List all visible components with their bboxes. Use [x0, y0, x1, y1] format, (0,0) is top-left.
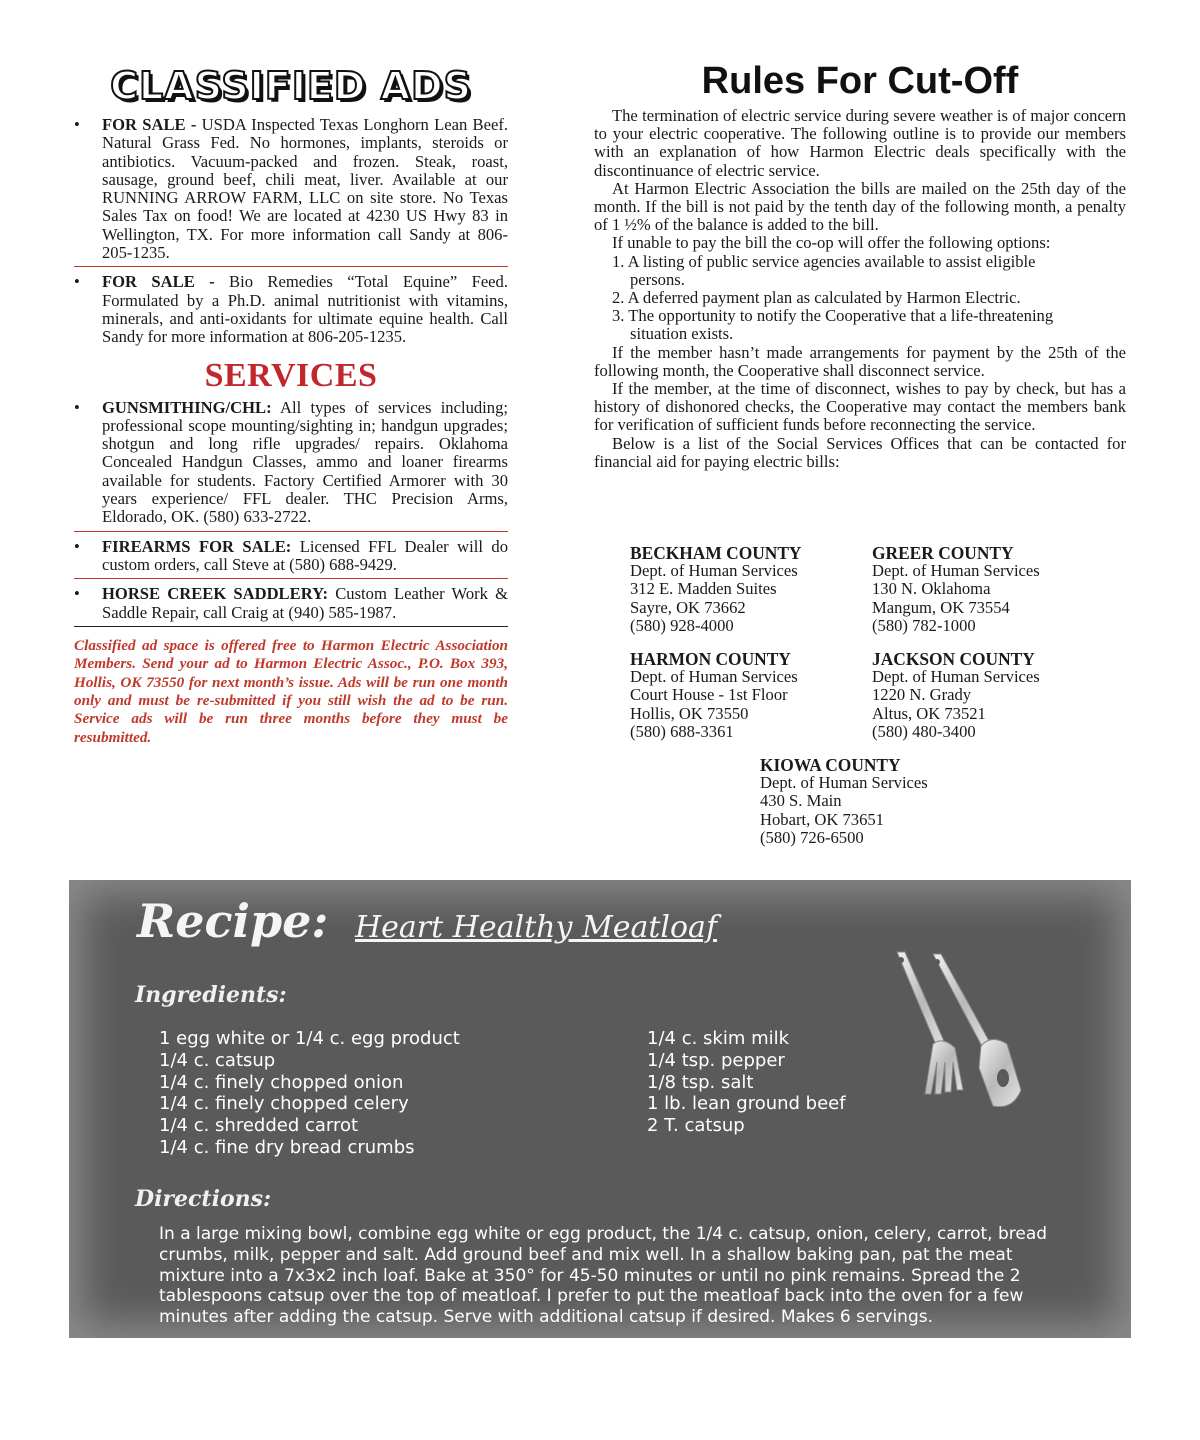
county-beckham: [630, 544, 802, 635]
county-jackson: [872, 650, 1040, 741]
rules-paragraph: If the member hasn’t made arrangements for payment by the 25th of the following month, the Cooperative shall disconnect service.: [594, 342, 1126, 380]
option-item: 3. The opportunity to notify the Cooperative that a life-threatening situation exists.: [612, 306, 1054, 344]
bullet: •: [74, 584, 80, 604]
county-name: JACKSON COUNTY: [872, 649, 1035, 669]
ingredient-item: 2 T. catsup: [647, 1115, 745, 1137]
bullet: •: [74, 397, 80, 417]
county-city: Hollis, OK 73550: [630, 703, 749, 723]
recipe-label: Recipe:: [137, 894, 329, 948]
county-city: Sayre, OK 73662: [630, 597, 746, 617]
county-name: GREER COUNTY: [872, 543, 1014, 563]
classified-notice: Classified ad space is offered free to Harmon Electric Association Members. Send your ad to Harmon Electric Assoc., P.O. Box 393, Hollis, OK 73550 for next month’s issue. Ads will be run one month only and must be re-submitted if you still wish the ad to be run. Service ads will be run three months before they must be resubmitted.: [74, 636, 508, 746]
ingredients-left: [159, 1028, 460, 1159]
rules-column: [594, 60, 1126, 471]
classified-column: [74, 60, 508, 747]
county-greer: [872, 544, 1040, 635]
ad-longhorn-beef: [74, 116, 508, 262]
county-kiowa: [760, 756, 928, 847]
ad-equine-feed: [74, 273, 508, 346]
bullet: •: [74, 536, 80, 556]
ad-heading: FOR SALE -: [102, 272, 215, 292]
county-harmon: [630, 650, 798, 741]
bullet: •: [74, 272, 80, 292]
option-item: 1. A listing of public service agencies available to assist eligible persons.: [612, 251, 1036, 289]
bullet: •: [74, 115, 80, 134]
county-name: BECKHAM COUNTY: [630, 543, 802, 563]
ad-saddlery: [74, 585, 508, 622]
ingredient-item: 1/4 c. finely chopped onion: [159, 1071, 404, 1093]
ad-text: Custom Leather Work & Saddle Repair, call Craig at (940) 585-1987.: [102, 584, 508, 622]
county-dept: Dept. of Human Services: [872, 561, 1040, 581]
ingredient-item: 1 lb. lean ground beef: [647, 1093, 846, 1115]
fork-icon: [897, 952, 963, 1094]
county-phone: (580) 928-4000: [630, 615, 734, 635]
rules-paragraph: The termination of electric service during severe weather is of major concern to your electric cooperative. The following outline is to provide our members with an explanation of how Harmon Electric deals specifically with the discontinuance of electric service.: [594, 106, 1126, 180]
rules-paragraph: At Harmon Electric Association the bills are mailed on the 25th day of the month. If the bill is not paid by the tenth day of the following month, a penalty of 1 ½% of the balance is added to the bill.: [594, 178, 1126, 235]
divider: [74, 626, 508, 627]
ingredients-right: [647, 1028, 846, 1137]
ingredient-item: 1/4 c. fine dry bread crumbs: [159, 1136, 415, 1158]
county-phone: (580) 726-6500: [760, 827, 864, 847]
divider: [74, 531, 508, 532]
ad-firearms: [74, 538, 508, 575]
county-dept: Dept. of Human Services: [872, 667, 1040, 687]
ad-gunsmithing: [74, 399, 508, 527]
county-address: 1220 N. Grady: [872, 685, 972, 705]
county-city: Mangum, OK 73554: [872, 597, 1010, 617]
ad-heading: FIREARMS FOR SALE:: [102, 536, 292, 556]
recipe-name: Heart Healthy Meatloaf: [355, 910, 718, 945]
classified-title: CLASSIFIED ADS: [110, 64, 472, 108]
county-dept: Dept. of Human Services: [630, 561, 798, 581]
ingredient-item: 1/4 c. finely chopped celery: [159, 1093, 409, 1115]
county-name: HARMON COUNTY: [630, 649, 791, 669]
rules-paragraph: If the member, at the time of disconnect, wishes to pay by check, but has a history of dishonored checks, the Cooperative may contact the members bank for verification of sufficient funds before reconnecting the service.: [594, 379, 1126, 435]
ingredient-item: 1/4 tsp. pepper: [647, 1049, 785, 1071]
ad-heading: HORSE CREEK SADDLERY:: [102, 584, 329, 604]
county-phone: (580) 480-3400: [872, 721, 976, 741]
county-name: KIOWA COUNTY: [760, 755, 901, 775]
ingredient-item: 1/4 c. shredded carrot: [159, 1115, 359, 1137]
recipe-board: [69, 880, 1131, 1338]
ad-text: Bio Remedies “Total Equine” Feed. Formulated by a Ph.D. animal nutritionist with vitamins, minerals, and anti-oxidants for ultimate equine health. Call Sandy for more information at 806-205-1235.: [102, 272, 508, 347]
services-title: SERVICES: [204, 356, 378, 394]
rules-paragraph: If unable to pay the bill the co-op will offer the following options:: [612, 233, 1051, 253]
county-dept: Dept. of Human Services: [630, 667, 798, 687]
rules-title: Rules For Cut-Off: [701, 60, 1019, 102]
ingredient-item: 1/4 c. catsup: [159, 1049, 276, 1071]
county-address: Court House - 1st Floor: [630, 685, 788, 705]
county-city: Hobart, OK 73651: [760, 809, 884, 829]
ingredient-item: 1/4 c. skim milk: [647, 1028, 790, 1049]
ad-text: All types of services including; professional scope mounting/sighting in; handgun upgrades; shotgun and long rifle upgrades/ repairs. Oklahoma Concealed Handgun Classes, ammo and loaner firearms available for students. Factory Certified Armorer with 30 years experience/ FFL dealer. THC Precision Arms, Eldorado, OK. (580) 633-2722.: [102, 397, 508, 527]
ad-heading: GUNSMITHING/CHL:: [102, 397, 272, 417]
county-phone: (580) 688-3361: [630, 721, 734, 741]
county-dept: Dept. of Human Services: [760, 773, 928, 793]
ad-text: USDA Inspected Texas Longhorn Lean Beef. Natural Grass Fed. No hormones, implants, steroids or antibiotics. Vacuum-packed and frozen. Steak, roast, sausage, ground beef, chili meat, liver. Available at our RUNNING ARROW FARM, LLC on site store. No Texas Sales Tax on food! We are located at 4230 US Hwy 83 in Wellington, TX. For more information call Sandy at 806-205-1235.: [102, 115, 508, 263]
option-item: 2. A deferred payment plan as calculated by Harmon Electric.: [612, 288, 1021, 308]
county-phone: (580) 782-1000: [872, 615, 976, 635]
ad-heading: FOR SALE -: [102, 115, 197, 134]
ingredient-item: 1 egg white or 1/4 c. egg product: [159, 1028, 460, 1049]
utensils-illustration: [889, 950, 1049, 1120]
divider: [74, 266, 508, 267]
county-city: Altus, OK 73521: [872, 703, 986, 723]
directions-text: In a large mixing bowl, combine egg white or egg product, the 1/4 c. catsup, onion, celery, carrot, bread crumbs, milk, pepper and salt. Add ground beef and mix well. In a shallow baking pan, pat the meat mixture into a 7x3x2 inch loaf. Bake at 350° for 45-50 minutes or until no pink remains. Spread the 2 tablespoons catsup over the top of meatloaf. I prefer to put the meatloaf back into the oven for a few minutes after adding the catsup. Serve with additional catsup if desired. Makes 6 servings.: [159, 1224, 1048, 1328]
directions-heading: Directions:: [135, 1186, 272, 1212]
ingredients-heading: Ingredients:: [135, 982, 287, 1008]
divider: [74, 578, 508, 579]
rules-paragraph: Below is a list of the Social Services Offices that can be contacted for financial aid for paying electric bills:: [594, 433, 1126, 471]
county-address: 312 E. Madden Suites: [630, 579, 777, 599]
county-address: 130 N. Oklahoma: [872, 579, 991, 599]
ad-text: Licensed FFL Dealer will do custom orders, call Steve at (580) 688-9429.: [102, 536, 508, 574]
county-address: 430 S. Main: [760, 791, 842, 811]
ingredient-item: 1/8 tsp. salt: [647, 1071, 754, 1093]
